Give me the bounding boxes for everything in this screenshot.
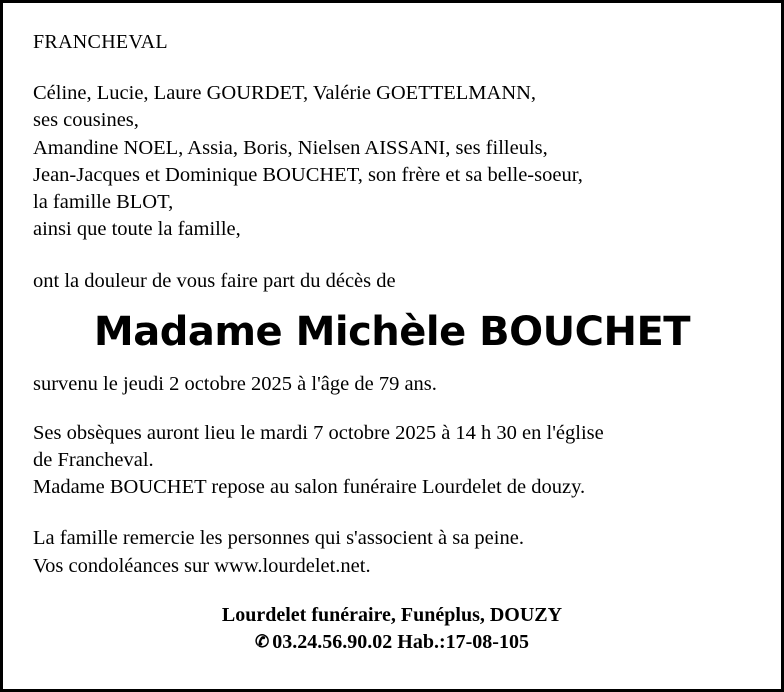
death-date-text: survenu le jeudi 2 octobre 2025 à l'âge de 79 ans. xyxy=(33,372,437,395)
location-heading: FRANCHEVAL xyxy=(33,31,168,53)
funeral-home-phone-line xyxy=(33,629,751,656)
thanks-line: La famille remercie les personnes qui s'associent à sa peine. xyxy=(33,527,524,550)
condolences-line: Vos condoléances sur www.lourdelet.net. xyxy=(33,554,371,577)
funeral-home-footer xyxy=(33,602,751,656)
phone-icon: ✆ xyxy=(255,631,270,651)
family-line: Céline, Lucie, Laure GOURDET, Valérie GOETTELMANN, xyxy=(33,82,537,104)
family-line: ses cousines, xyxy=(33,109,139,132)
funeral-line: Madame BOUCHET repose au salon funéraire Lourdelet de douzy. xyxy=(33,476,586,498)
phone-number: 03.24.56.90.02 Hab.:17-08-105 xyxy=(272,630,529,653)
thanks-block xyxy=(33,525,751,580)
funeral-line: de Francheval. xyxy=(33,448,154,471)
funeral-details-block xyxy=(33,420,751,502)
family-line: la famille BLOT, xyxy=(33,191,174,213)
funeral-line: Ses obsèques auront lieu le mardi 7 octobre 2025 à 14 h 30 en l'église xyxy=(33,421,604,444)
family-line: Amandine NOEL, Assia, Boris, Nielsen AISSANI, ses filleuls, xyxy=(33,136,548,159)
announcement-text: ont la douleur de vous faire part du décès de xyxy=(33,269,396,292)
funeral-home-name: Lourdelet funéraire, Funéplus, DOUZY xyxy=(221,603,563,626)
deceased-name: Madame Michèle BOUCHET xyxy=(93,308,691,355)
family-members-block xyxy=(33,80,751,244)
family-line: Jean-Jacques et Dominique BOUCHET, son frère et sa belle-soeur, xyxy=(33,163,583,186)
family-line: ainsi que toute la famille, xyxy=(33,218,241,241)
